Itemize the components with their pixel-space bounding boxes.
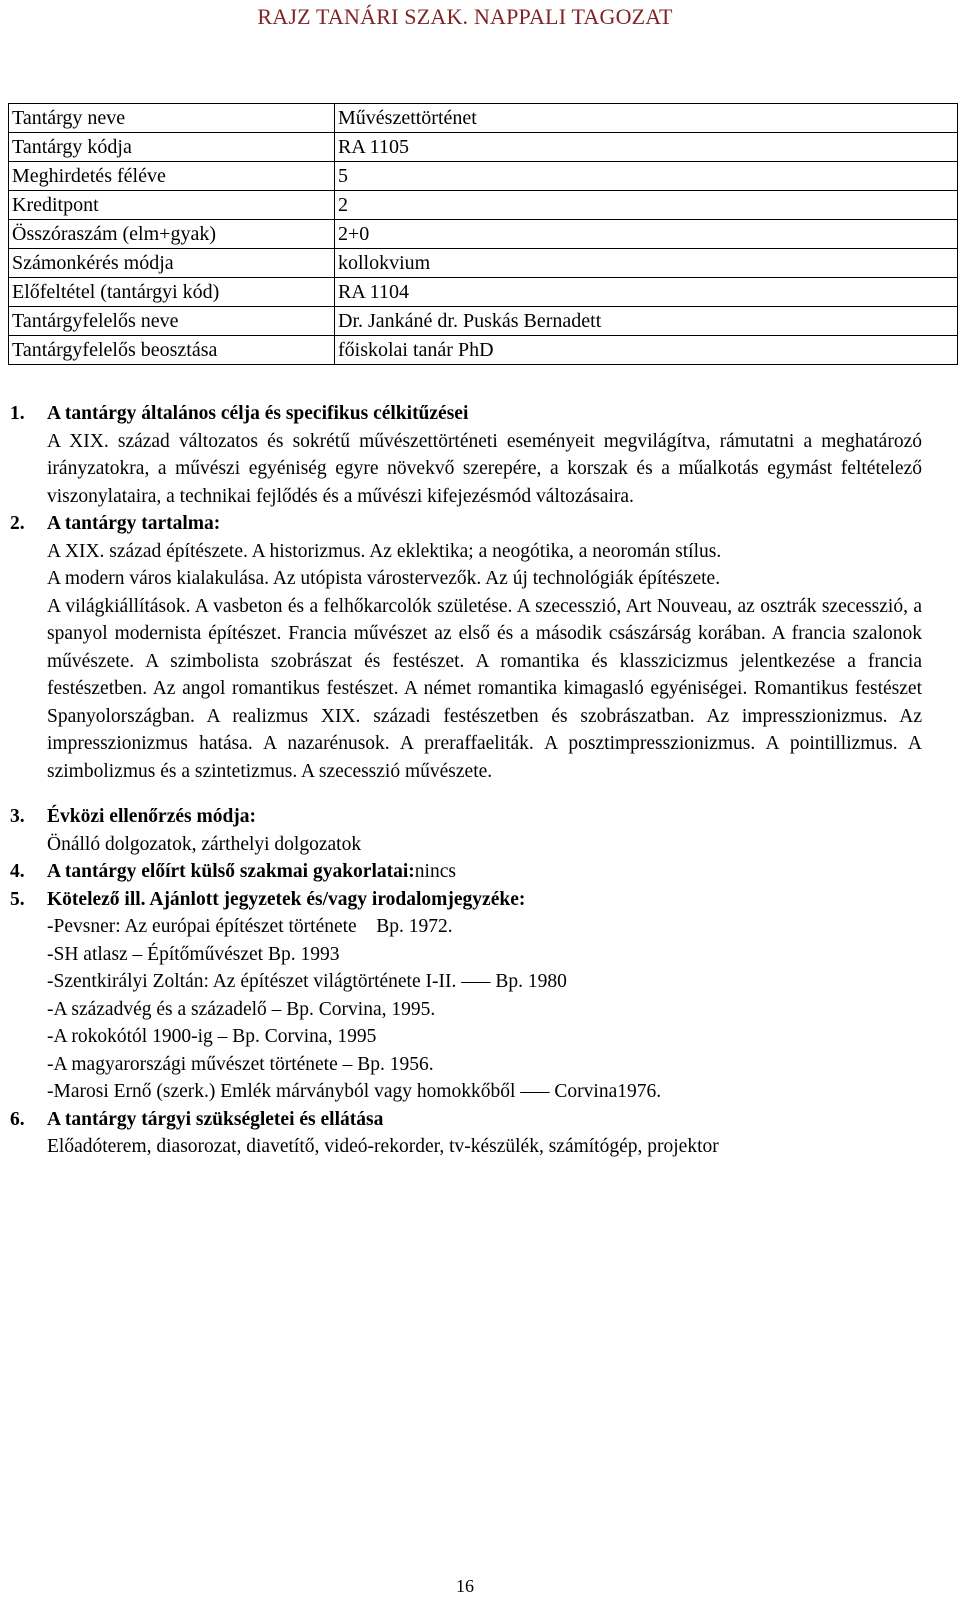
row-label: Összóraszám (elm+gyak) xyxy=(9,220,335,249)
section-number: 6. xyxy=(10,1108,25,1130)
section-title-prefix: Kötelező ill. xyxy=(47,888,150,910)
list-item: -A rokokótól 1900-ig – Bp. Corvina, 1995 xyxy=(47,1026,377,1047)
section-number: 4. xyxy=(10,861,25,882)
section-3-heading xyxy=(10,803,922,831)
table-row xyxy=(9,191,958,220)
table-row xyxy=(9,249,958,278)
row-label: Tantárgy kódja xyxy=(9,133,335,162)
table-row xyxy=(9,336,958,365)
row-value: Dr. Jankáné dr. Puskás Bernadett xyxy=(335,307,958,336)
row-value: RA 1105 xyxy=(335,133,958,162)
table-row xyxy=(9,220,958,249)
section-title: Évközi ellenőrzés módja: xyxy=(47,806,257,827)
list-item: -Szentkirályi Zoltán: Az építészet világtörténete I-II. —– Bp. 1980 xyxy=(47,971,567,992)
section-2-line-2: A modern város kialakulása. Az utópista várostervezők. Az új technológiák építészete. xyxy=(47,568,721,589)
row-label: Kreditpont xyxy=(9,191,335,220)
section-title: A tantárgy tartalma: xyxy=(47,513,221,534)
row-value: Művészettörténet xyxy=(335,104,958,133)
page-header: RAJZ TANÁRI SZAK. NAPPALI TAGOZAT xyxy=(257,4,673,29)
row-value: kollokvium xyxy=(335,249,958,278)
section-1-heading xyxy=(10,400,922,428)
section-title: A tantárgy általános célja és specifikus célkitűzései xyxy=(47,403,469,424)
row-label: Tantárgyfelelős beosztása xyxy=(9,336,335,365)
table-row xyxy=(9,133,958,162)
row-value: 2+0 xyxy=(335,220,958,249)
section-1-text: A XIX. század változatos és sokrétű művészettörténeti eseményeit megvilágítva, rámutatni a meghatározó irányzatokra, a művészi egyéniség egyre növekvő szerepére, a korszak és a műalkotás egymást feltételező viszonylataira, a technikai fejlődés és a művészi kifejezésmód változásaira. xyxy=(47,430,922,507)
list-item: -A magyarországi művészet története – Bp. 1956. xyxy=(47,1053,434,1075)
row-value: főiskolai tanár PhD xyxy=(335,336,958,365)
section-5-heading xyxy=(10,886,922,914)
section-number: 3. xyxy=(10,806,25,827)
page-number: 16 xyxy=(456,1576,474,1596)
row-value: 5 xyxy=(335,162,958,191)
section-number: 5. xyxy=(10,888,25,910)
row-label: Tantárgy neve xyxy=(9,104,335,133)
section-6-text: Előadóterem, diasorozat, diavetítő, videó-rekorder, tv-készülék, számítógép, projektor xyxy=(47,1136,719,1157)
list-item: -SH atlasz – Építőművészet Bp. 1993 xyxy=(47,943,340,965)
section-4-value: nincs xyxy=(414,861,456,882)
table-row xyxy=(9,278,958,307)
content xyxy=(10,400,922,1161)
table-row xyxy=(9,162,958,191)
section-title: Ajánlott jegyzetek és/vagy irodalomjegyzéke: xyxy=(149,888,526,910)
row-label: Előfeltétel (tantárgyi kód) xyxy=(9,278,335,307)
section-6-heading xyxy=(10,1106,922,1134)
section-title: A tantárgy tárgyi szükségletei és ellátása xyxy=(47,1108,384,1130)
row-value: 2 xyxy=(335,191,958,220)
table-row xyxy=(9,307,958,336)
list-item: -Pevsner: Az európai építészet története Bp. 1972. xyxy=(47,916,453,937)
section-title: A tantárgy előírt külső szakmai gyakorlatai: xyxy=(47,861,415,882)
list-item: -Marosi Ernő (szerk.) Emlék márványból vagy homokkőből —– Corvina1976. xyxy=(47,1081,662,1102)
section-2-paragraph: A világkiállítások. A vasbeton és a felhőkarcolók születése. A szecesszió, Art Nouveau, az osztrák szecesszió, a spanyol modernista építészet. Francia művészet az első és a második császárság korában. A francia szalonok művészete. A szimbolista szobrászat és festészet. A romantika és klasszicizmus jelentkezése a francia festészetben. Az angol romantikus festészet. A német romantika kimagasló egyéniségei. Romantikus festészet Spanyolországban. A realizmus XIX. századi festészetben és szobrászatban. Az impresszionizmus. Az impresszionizmus hatása. A nazarénusok. A preraffaeliták. A posztimpresszionizmus. A pointillizmus. A szimbolizmus és a szintetizmus. A szecesszió művészete. xyxy=(47,595,922,782)
section-number: 2. xyxy=(10,513,25,534)
section-2-heading xyxy=(10,510,922,538)
row-value: RA 1104 xyxy=(335,278,958,307)
course-info-table xyxy=(8,103,958,365)
literature-list xyxy=(10,913,922,1106)
section-3-text: Önálló dolgozatok, zárthelyi dolgozatok xyxy=(47,833,362,855)
section-2-line-1: A XIX. század építészete. A historizmus. Az eklektika; a neogótika, a neoromán stílus. xyxy=(47,540,722,562)
row-label: Számonkérés módja xyxy=(9,249,335,278)
row-label: Tantárgyfelelős neve xyxy=(9,307,335,336)
list-item: -A századvég és a századelő – Bp. Corvina, 1995. xyxy=(47,998,436,1020)
section-4-heading xyxy=(10,858,922,886)
table-row xyxy=(9,104,958,133)
row-label: Meghirdetés féléve xyxy=(9,162,335,191)
section-number: 1. xyxy=(10,403,25,424)
